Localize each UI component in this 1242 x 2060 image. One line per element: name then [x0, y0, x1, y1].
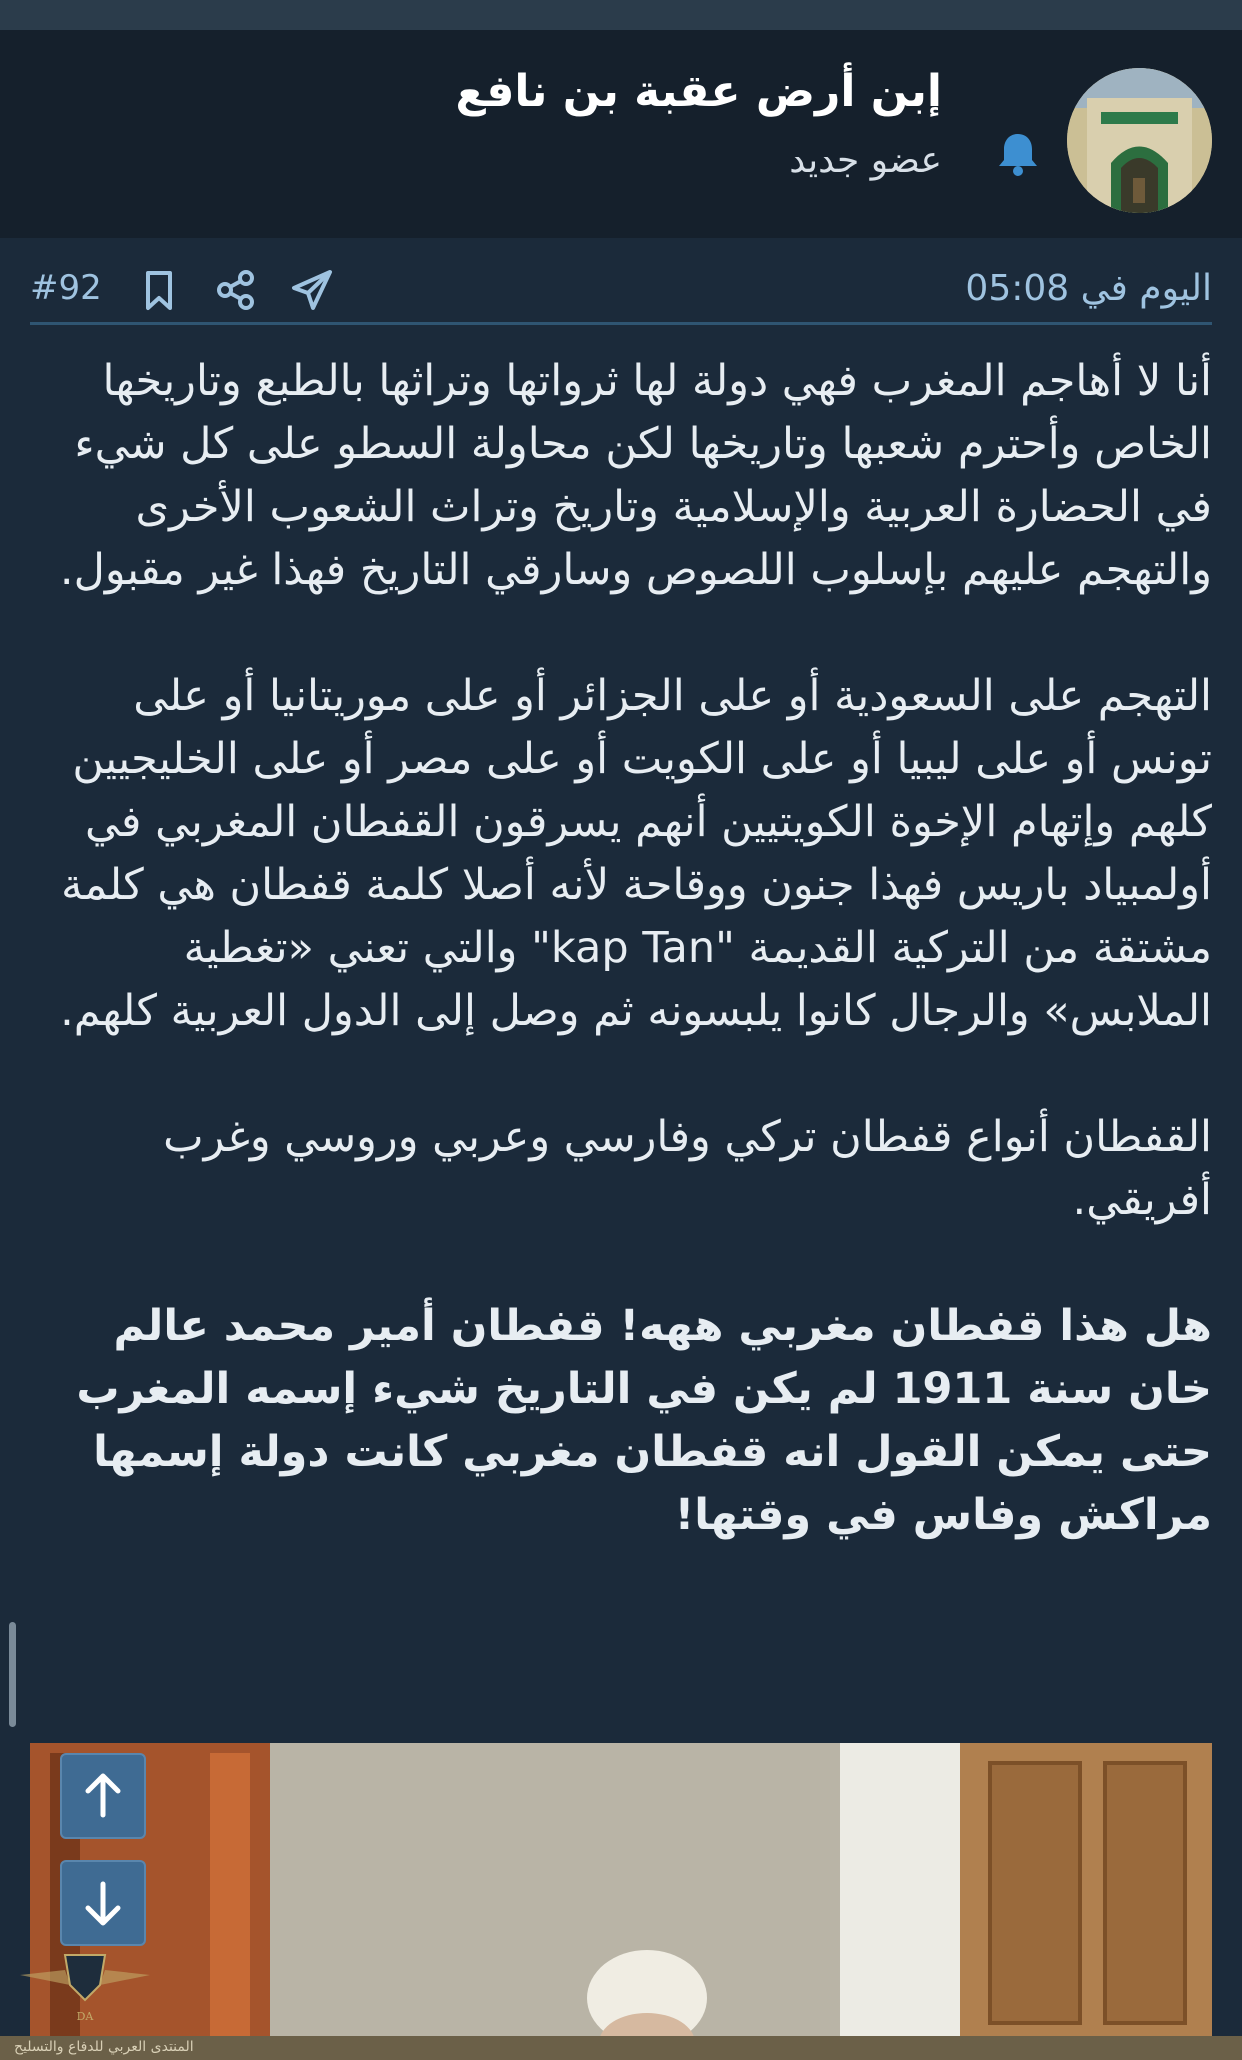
arrow-up-icon — [62, 1755, 144, 1837]
scroll-down-button[interactable] — [60, 1860, 146, 1946]
post-number[interactable]: #92 — [30, 268, 102, 308]
send-icon[interactable] — [290, 268, 334, 312]
scroll-up-button[interactable] — [60, 1753, 146, 1839]
top-strip — [0, 0, 1242, 30]
forum-watermark-logo — [10, 1945, 160, 2035]
post-paragraph-bold: هل هذا قفطان مغربي ههه! قفطان أمير محمد عالم خان سنة 1911 لم يكن في التاريخ شيء إسمه المغرب حتى يمكن القول انه قفطان مغربي كانت دولة إسمها مراكش وفاس في وقتها! — [76, 1301, 1212, 1540]
post-meta-bar — [0, 238, 1242, 328]
svg-text:DA: DA — [76, 2010, 94, 2023]
post-image-art — [30, 1743, 1212, 2043]
post-date[interactable]: اليوم في 05:08 — [965, 268, 1212, 309]
forum-logo-mini — [940, 0, 1060, 12]
post-author-header — [0, 30, 1242, 238]
bell-icon[interactable] — [996, 130, 1040, 178]
post-paragraph: أنا لا أهاجم المغرب فهي دولة لها ثرواتها وتراثها بالطبع وتاريخها الخاص وأحترم شعبها وتاريخها لكن محاولة السطو على كل شيء في الحضارة العربية والإسلامية وتاريخ وتراث الشعوب الأخرى والتهجم عليهم بإسلوب اللصوص وسارقي التاريخ فهذا غير مقبول. — [59, 356, 1212, 595]
username[interactable]: إبن أرض عقبة بن نافع — [455, 66, 942, 117]
bottom-strip — [0, 2036, 1242, 2060]
scrollbar-thumb[interactable] — [9, 1622, 16, 1727]
avatar[interactable] — [1067, 68, 1212, 213]
user-title: عضو جديد — [789, 140, 942, 181]
post-body — [30, 350, 1212, 1547]
post-paragraph: التهجم على السعودية أو على الجزائر أو على موريتانيا أو على تونس أو على ليبيا أو على الكويت أو على مصر أو على الخليجيين كلهم وإتهام الإخوة الكويتيين أنهم يسرقون القفطان المغربي في أولمبياد باريس فهذا جنون ووقاحة لأنه أصلا كلمة قفطان هي كلمة مشتقة من التركية القديمة "kap Tan" والتي تعني «تغطية الملابس» والرجال كانوا يلبسونه ثم وصل إلى الدول العربية كلهم. — [60, 671, 1212, 1036]
avatar-image — [1067, 68, 1212, 213]
meta-divider — [30, 322, 1212, 325]
arrow-down-icon — [62, 1862, 144, 1944]
post-image[interactable] — [30, 1743, 1212, 2043]
post-paragraph: القفطان أنواع قفطان تركي وفارسي وعربي وروسي وغرب أفريقي. — [163, 1112, 1212, 1225]
watermark-arabic: المنتدى العربي للدفاع والتسليح — [14, 2039, 194, 2055]
bookmark-icon[interactable] — [137, 268, 181, 312]
share-icon[interactable] — [214, 268, 258, 312]
